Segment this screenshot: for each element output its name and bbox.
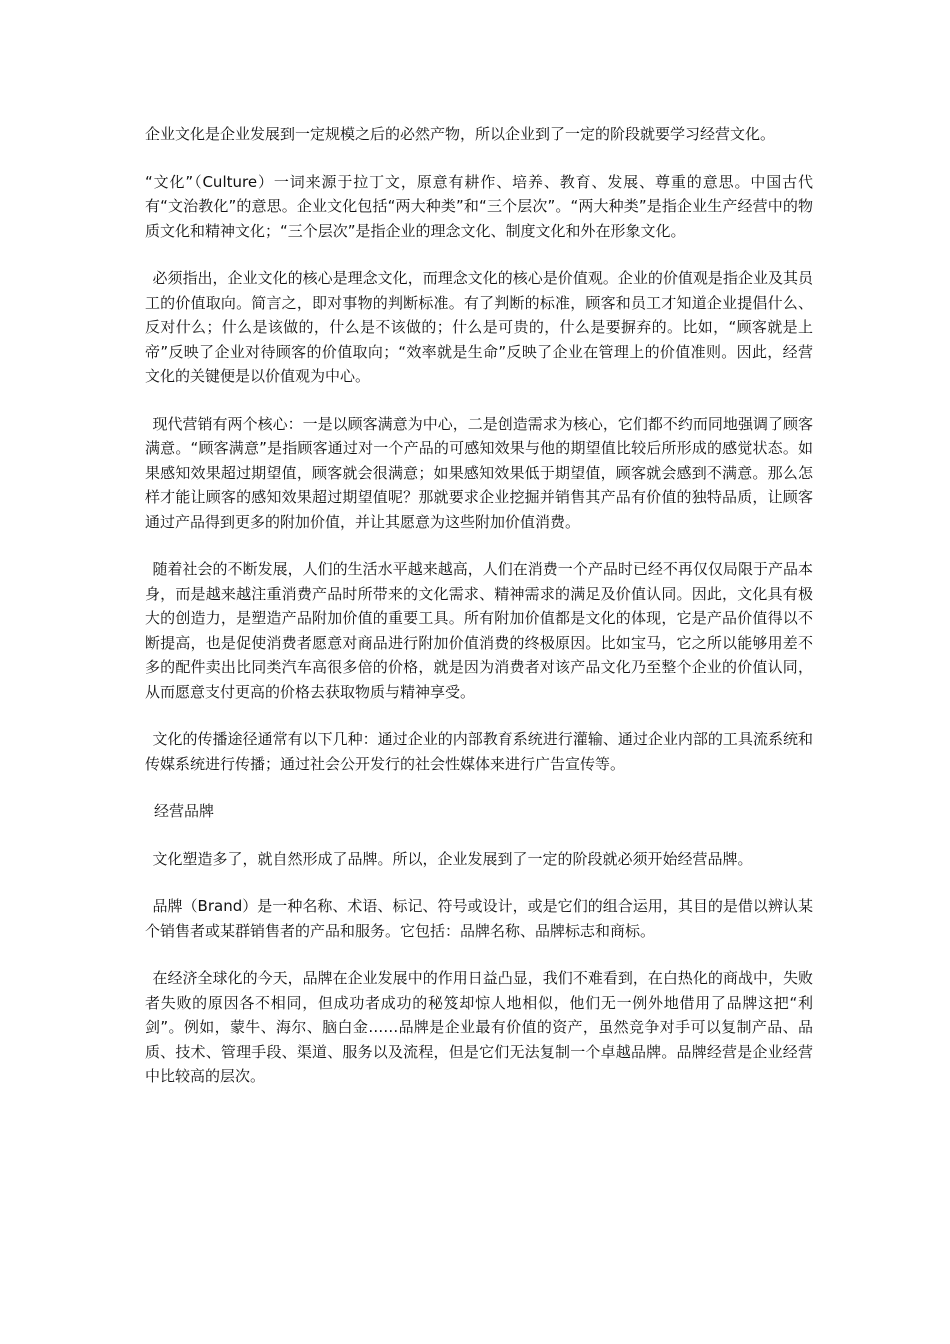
- section-heading-brand: 经营品牌: [154, 802, 215, 820]
- paragraph-core-values: 必须指出，企业文化的核心是理念文化，而理念文化的核心是价值观。企业的价值观是指企业及其员工的价值取向。简言之，即对事物的判断标准。有了判断的标准，顾客和员工才知道企业提倡什么、反对什么；什么是该做的，什么是不该做的；什么是可贵的，什么是要摒弃的。比如，“顾客就是上帝”反映了企业对待顾客的价值取向；“效率就是生命”反映了企业在管理上的价值准则。因此，经营文化的关键便是以价值观为中心。: [145, 269, 813, 385]
- paragraph-added-value: 随着社会的不断发展，人们的生活水平越来越高，人们在消费一个产品时已经不再仅仅局限于产品本身，而是越来越注重消费产品时所带来的文化需求、精神需求的满足及价值认同。因此，文化具有极大的创造力，是塑造产品附加价值的重要工具。所有附加价值都是文化的体现，它是产品价值得以不断提高，也是促使消费者愿意对商品进行附加价值消费的终极原因。比如宝马，它之所以能够用差不多的配件卖出比同类汽车高很多倍的价格，就是因为消费者对该产品文化乃至整个企业的价值认同，从而愿意支付更高的价格去获取物质与精神享受。: [145, 560, 813, 701]
- paragraph-brand-globalization: 在经济全球化的今天，品牌在企业发展中的作用日益凸显，我们不难看到，在白热化的商战中，失败者失败的原因各不相同，但成功者成功的秘笈却惊人地相似，他们无一例外地借用了品牌这把“利剑”。例如，蒙牛、海尔、脑白金……品牌是企业最有价值的资产，虽然竞争对手可以复制产品、品质、技术、管理手段、渠道、服务以及流程，但是它们无法复制一个卓越品牌。品牌经营是企业经营中比较高的层次。: [145, 969, 813, 1085]
- paragraph-brand-formation: 文化塑造多了，就自然形成了品牌。所以，企业发展到了一定的阶段就必须开始经营品牌。: [152, 849, 753, 868]
- paragraph-dissemination: 文化的传播途径通常有以下几种：通过企业的内部教育系统进行灌输、通过企业内部的工具流系统和传媒系统进行传播；通过社会公开发行的社会性媒体来进行广告宣传等。: [145, 730, 813, 773]
- paragraph-brand-definition: 品牌（Brand）是一种名称、术语、标记、符号或设计，或是它们的组合运用，其目的是借以辨认某个销售者或某群销售者的产品和服务。它包括：品牌名称、品牌标志和商标。: [145, 897, 813, 940]
- document-body: [145, 122, 813, 1112]
- paragraph-intro: 企业文化是企业发展到一定规模之后的必然产物，所以企业到了一定的阶段就要学习经营文化。: [145, 125, 776, 143]
- paragraph-culture-definition: “文化”（Culture）一词来源于拉丁文，原意有耕作、培养、教育、发展、尊重的意思。中国古代有“文治教化”的意思。企业文化包括“两大种类”和“三个层次”。“两大种类”是指企业生产经营中的物质文化和精神文化；“三个层次”是指企业的理念文化、制度文化和外在形象文化。: [145, 172, 813, 240]
- paragraph-customer-satisfaction: 现代营销有两个核心：一是以顾客满意为中心，二是创造需求为核心，它们都不约而同地强调了顾客满意。“顾客满意”是指顾客通过对一个产品的可感知效果与他的期望值比较后所形成的感觉状态。如果感知效果超过期望值，顾客就会很满意；如果感知效果低于期望值，顾客就会感到不满意。那么怎样才能让顾客的感知效果超过期望值呢？那就要求企业挖掘并销售其产品有价值的独特品质，让顾客通过产品得到更多的附加价值，并让其愿意为这些附加价值消费。: [145, 414, 813, 531]
